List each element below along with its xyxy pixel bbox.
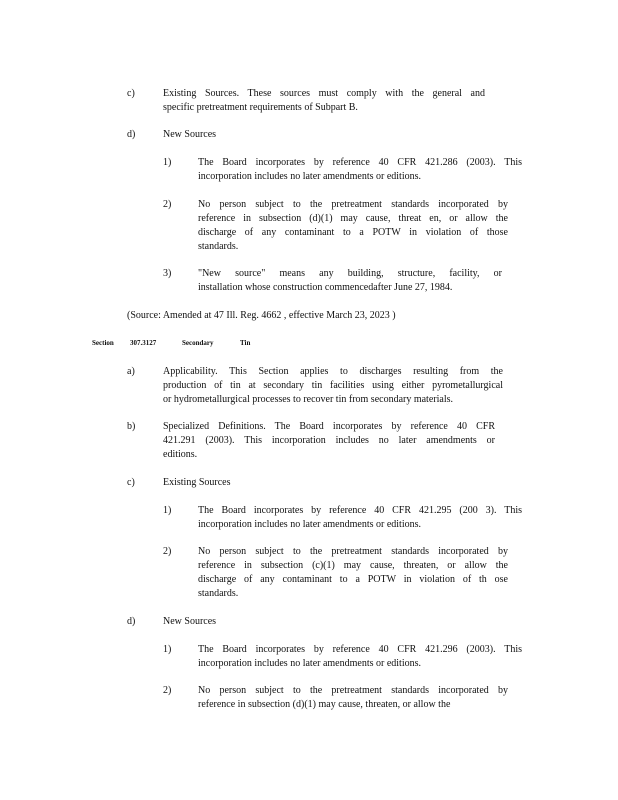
text-line: No person subject to the pretreatment standards incorporated by xyxy=(198,199,508,210)
text-line: The Board incorporates by reference 40 CFR 421.295 (200 3). This xyxy=(198,505,522,516)
subsection-text xyxy=(163,420,495,462)
subsection-label: d) xyxy=(127,129,136,140)
text-line: discharge of any contaminant to a POTW in violation of th ose xyxy=(198,574,508,585)
text-line: standards. xyxy=(198,241,239,252)
text-line: incorporation includes no later amendments or editions. xyxy=(198,519,421,530)
text-line: Existing Sources. These sources must comply with the general and xyxy=(163,88,485,99)
text-line: 421.291 (2003). This incorporation includes no later amendments or xyxy=(163,435,495,446)
text-line: standards. xyxy=(198,588,239,599)
item-text xyxy=(198,267,502,295)
subsection-title: New Sources xyxy=(163,616,217,627)
text-line: incorporation includes no later amendments or editions. xyxy=(198,658,421,669)
item-label: 2) xyxy=(163,546,172,557)
subsection-title: New Sources xyxy=(163,129,217,140)
text-line: or hydrometallurgical processes to recover tin from secondary materials. xyxy=(163,394,453,405)
heading-section-number: 307.3127 xyxy=(130,339,157,347)
subsection-label: b) xyxy=(127,421,136,432)
item-label: 1) xyxy=(163,505,172,516)
text-line: The Board incorporates by reference 40 CFR 421.286 (2003). This xyxy=(198,157,522,168)
item-label: 2) xyxy=(163,685,172,696)
item-text xyxy=(198,643,522,671)
heading-section-word: Section xyxy=(92,339,114,347)
text-line: Applicability. This Section applies to discharges resulting from the xyxy=(163,366,503,377)
text-line: editions. xyxy=(163,449,198,460)
heading-title-word: Secondary xyxy=(182,339,214,347)
item-text xyxy=(198,545,508,601)
text-line: No person subject to the pretreatment standards incorporated by xyxy=(198,546,508,557)
subsection-text xyxy=(163,87,485,115)
text-line: specific pretreatment requirements of Subpart B. xyxy=(163,102,358,113)
text-line: "New source" means any building, structure, facility, or xyxy=(198,268,502,279)
subsection-label: a) xyxy=(127,366,135,377)
text-line: reference in subsection (c)(1) may cause, threaten, or allow the xyxy=(198,560,508,571)
subsection-label: c) xyxy=(127,88,135,99)
item-label: 2) xyxy=(163,199,172,210)
subsection-text xyxy=(163,365,503,407)
source-note: (Source: Amended at 47 Ill. Reg. 4662 , effective March 23, 2023 ) xyxy=(127,310,396,321)
item-label: 3) xyxy=(163,268,172,279)
text-line: reference in subsection (d)(1) may cause, threat en, or allow the xyxy=(198,213,508,224)
item-label: 1) xyxy=(163,157,172,168)
subsection-title: Existing Sources xyxy=(163,477,231,488)
text-line: No person subject to the pretreatment standards incorporated by xyxy=(198,685,508,696)
item-text xyxy=(198,156,522,184)
text-line: installation whose construction commencedafter June 27, 1984. xyxy=(198,282,453,293)
text-line: reference in subsection (d)(1) may cause, threaten, or allow the xyxy=(198,699,451,710)
subsection-label: d) xyxy=(127,616,136,627)
item-text xyxy=(198,504,522,532)
text-line: The Board incorporates by reference 40 CFR 421.296 (2003). This xyxy=(198,644,522,655)
item-label: 1) xyxy=(163,644,172,655)
item-text xyxy=(198,684,508,712)
subsection-label: c) xyxy=(127,477,135,488)
text-line: incorporation includes no later amendments or editions. xyxy=(198,171,421,182)
heading-title-word: Tin xyxy=(240,339,251,347)
text-line: Specialized Definitions. The Board incorporates by reference 40 CFR xyxy=(163,421,495,432)
item-text xyxy=(198,198,508,254)
text-line: production of tin at secondary tin facilities using either pyrometallurgical xyxy=(163,380,503,391)
text-line: discharge of any contaminant to a POTW in violation of those xyxy=(198,227,508,238)
